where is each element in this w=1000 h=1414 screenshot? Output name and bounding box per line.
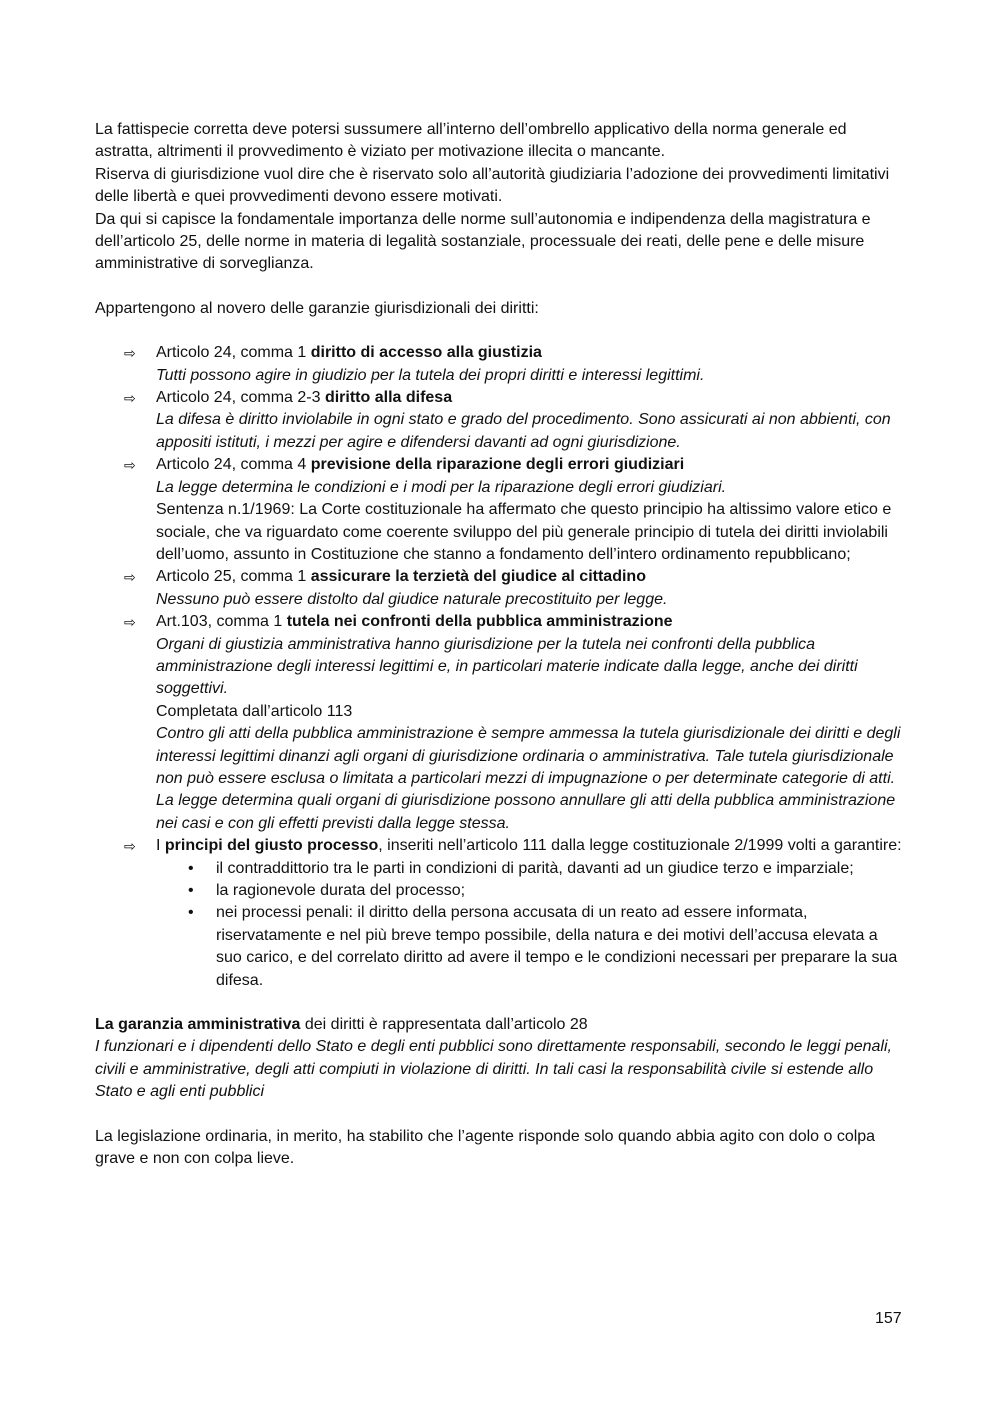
bullet-item [184, 902, 907, 992]
item-quote: Tutti possono agire in giudizio per la tutela dei propri diritti e interessi legittimi. [156, 366, 705, 384]
bullet-icon: • [188, 859, 194, 877]
item-quote: Nessuno può essere distolto dal giudice naturale precostituito per legge. [156, 590, 668, 608]
item-heading-bold: diritto alla difesa [324, 389, 453, 407]
arrow-right-icon: ⇨ [124, 569, 136, 586]
admin-quote [95, 1036, 907, 1103]
item-quote: Organi di giustizia amministrativa hanno giurisdizione per la tutela nei confronti della pubblica amministrazione degli interessi legittimi e, in particolari materie indicate dalla legge, anche dei diritti soggettivi. [156, 635, 858, 698]
paragraph-importanza: Da qui si capisce la fondamentale importanza delle norme sull’autonomia e indipendenza della magistratura e dell’articolo 25, delle norme in materia di legalità sostanziale, processuale dei reati, delle pene e delle misure amministrative di sorveglianza. [95, 210, 871, 273]
item-heading-bold: tutela nei confronti della pubblica amministrazione [286, 613, 673, 631]
item-heading-bold: assicurare la terzietà del giudice al cittadino [310, 568, 646, 586]
item-heading: Art.103, comma 1 [156, 613, 287, 631]
guarantees-list [95, 342, 907, 992]
bullet-text: il contraddittorio tra le parti in condizioni di parità, davanti ad un giudice terzo e imparziale; [216, 859, 854, 877]
arrow-right-icon: ⇨ [124, 457, 136, 474]
item-quote: La legge determina le condizioni e i modi per la riparazione degli errori giudiziari. [156, 478, 727, 496]
arrow-right-icon: ⇨ [124, 838, 136, 855]
item-heading: Articolo 24, comma 4 [156, 456, 311, 474]
item-heading: Articolo 25, comma 1 [156, 568, 311, 586]
arrow-right-icon: ⇨ [124, 345, 136, 362]
paragraph-fattispecie: La fattispecie corretta deve potersi sussumere all’interno dell’ombrello applicativo della norma generale ed astratta, altrimenti il provvedimento è viziato per motivazione illecita o mancante. [95, 121, 847, 161]
item-heading: Articolo 24, comma 1 [156, 344, 311, 362]
item-heading-bold: principi del giusto processo [164, 837, 379, 855]
item-heading-bold: diritto di accesso alla giustizia [310, 344, 542, 362]
bullet-icon: • [188, 882, 194, 899]
closing-paragraph: La legislazione ordinaria, in merito, ha stabilito che l’agente risponde solo quando abbia agito con dolo o colpa grave e non con colpa lieve. [95, 1127, 876, 1168]
list-item [124, 342, 907, 387]
bullet-icon: • [188, 904, 194, 922]
bullet-text: la ragionevole durata del processo; [216, 882, 466, 899]
list-item [124, 566, 907, 611]
item-quote-secondary: Contro gli atti della pubblica amministrazione è sempre ammessa la tutela giurisdizionale dei diritti e degli interessi legittimi dinanzi agli organi di giurisdizione ordinaria o amministrativa. Tale tutela giurisdizionale non può essere esclusa o limitata a particolari mezzi di impugnazione o per determinate categorie di atti. La legge determina quali organi di giurisdizione possono annullare gli atti della pubblica amministrazione nei casi e con gli effetti previsti dalla legge stessa. [156, 725, 901, 832]
list-item [124, 387, 907, 454]
item-heading: Articolo 24, comma 2-3 [156, 389, 325, 407]
page-number: 157 [875, 1310, 902, 1327]
arrow-right-icon: ⇨ [124, 614, 136, 631]
item-quote: La difesa è diritto inviolabile in ogni stato e grado del procedimento. Sono assicurati ai non abbienti, con appositi istituti, i mezzi per agire e difendersi davanti ad ogni giurisdizione. [156, 411, 891, 451]
admin-paragraph [95, 1014, 907, 1036]
bullet-text: nei processi penali: il diritto della persona accusata di un reato ad essere informata, riservatamente e nel più breve tempo possibile, della natura e dei motivi dell’accusa elevata a suo carico, e del correlato diritto ad avere il tempo e le condizioni necessari per preparare la sua difesa. [216, 904, 898, 989]
item-note: Sentenza n.1/1969: La Corte costituzionale ha affermato che questo principio ha altissimo valore etico e sociale, che va riguardato come coerente sviluppo del più generale principio di tutela dei diritti inviolabili dell’uomo, assunto in Costituzione che stanno a fondamento dell’intero ordinamento repubblicano; [156, 501, 892, 563]
list-item [124, 454, 907, 566]
admin-bold: La garanzia amministrativa [95, 1016, 301, 1034]
admin-quote-text: I funzionari e i dipendenti dello Stato e degli enti pubblici sono direttamente responsabili, secondo le leggi penali, civili e amministrative, degli atti compiuti in violazione di diritti. In tali casi la responsabilità civile si estende allo Stato e agli enti pubblici [95, 1038, 892, 1101]
list-item [124, 835, 907, 992]
item-note: Completata dall’articolo 113 [156, 702, 353, 720]
lead-paragraph: Appartengono al novero delle garanzie giurisdizionali dei diritti: [95, 299, 539, 317]
list-item [124, 611, 907, 835]
principles-list [156, 858, 907, 992]
bullet-item [184, 880, 907, 902]
document-page [95, 119, 907, 1170]
item-prefix: I [156, 837, 165, 855]
item-suffix: , inseriti nell’articolo 111 dalla legge costituzionale 2/1999 volti a garantire: [378, 837, 902, 855]
item-heading-bold: previsione della riparazione degli errori giudiziari [310, 456, 685, 474]
paragraph-riserva: Riserva di giurisdizione vuol dire che è riservato solo all’autorità giudiziaria l’adozione dei provvedimenti limitativi delle libertà e quei provvedimenti devono essere motivati. [95, 165, 890, 206]
arrow-right-icon: ⇨ [124, 390, 136, 407]
bullet-item [184, 858, 907, 880]
admin-rest: dei diritti è rappresentata dall’articolo 28 [300, 1016, 588, 1034]
